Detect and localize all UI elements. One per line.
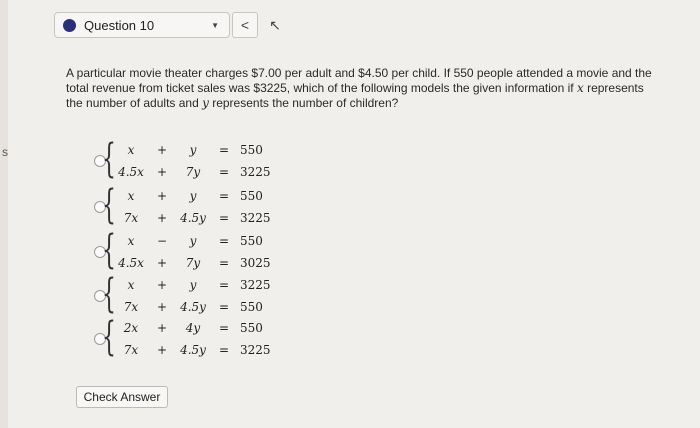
answer-option[interactable] [94,136,294,183]
brace-icon: { [102,271,116,317]
filled-circle-icon [63,19,76,32]
equation-row: x + y = 3225 [127,278,271,292]
brace-icon: { [102,314,116,360]
equation-row: 4.5x + 7y = 3225 [118,165,271,179]
brace-icon: { [102,136,116,182]
answer-option[interactable] [94,227,294,274]
prompt-end: represents the number of children? [208,96,399,110]
left-edge-strip [0,0,8,428]
question-selector[interactable] [54,12,230,38]
equation-row: 7x + 4.5y = 3225 [123,211,271,225]
question-label: Question 10 [84,17,155,33]
prompt-mid: represents the number of adults and [66,81,644,110]
equation-row: 2x + 4y = 550 [123,321,263,335]
pointer-cursor [262,12,288,38]
prompt-text: A particular movie theater charges $7.00 per adult and $4.50 per child. If 550 people attended a movie and the total revenue from ticket sales was $3225, which of the following models the given information if [66,66,652,95]
brace-icon: { [102,182,116,228]
question-prompt [66,66,656,111]
answer-option[interactable] [94,182,294,229]
chevron-left-icon: < [240,17,250,33]
answer-option[interactable] [94,314,294,361]
prev-question-button[interactable] [232,12,258,38]
var-y: y [202,96,209,110]
side-fragment-text: s [2,145,8,159]
equation-row: 7x + 4.5y = 550 [123,300,263,314]
var-x: x [576,81,584,95]
cursor-icon: ↖ [269,16,281,33]
caret-down-icon: ▼ [211,20,219,30]
equation-row: 7x + 4.5y = 3225 [123,343,271,357]
brace-icon: { [102,227,116,273]
equation-row: x + y = 550 [127,143,263,157]
equation-row: x + y = 550 [127,189,263,203]
equation-row: 4.5x + 7y = 3025 [118,256,271,270]
equation-row: x − y = 550 [127,234,263,248]
check-answer-button[interactable]: Check Answer [76,386,168,408]
answer-option[interactable] [94,271,294,318]
